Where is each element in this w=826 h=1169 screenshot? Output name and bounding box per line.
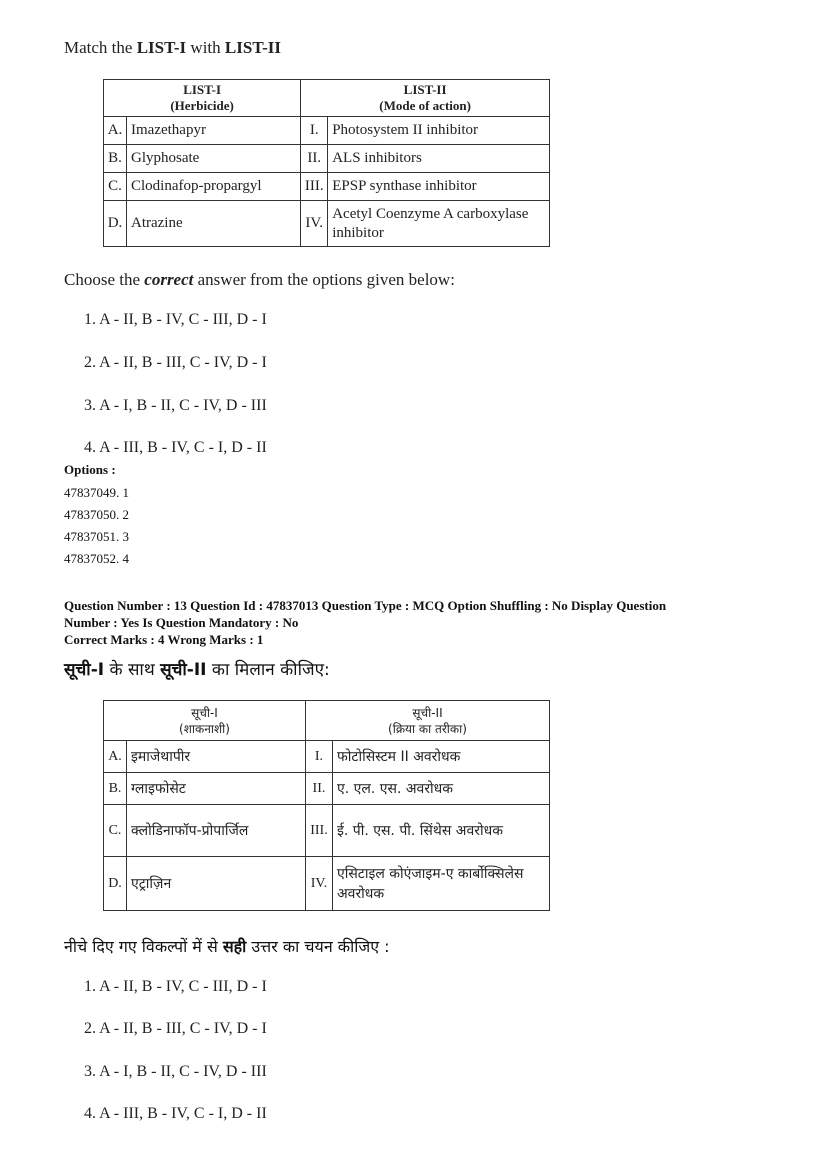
question-meta: Question Number : 13 Question Id : 47837013 Question Type : MCQ Option Shuffling : No Display Question Number : Yes Is Question Mandatory : No Correct Marks : 4 Wrong Marks : 1 (64, 598, 667, 647)
table-row: A. Imazethapyr I. Photosystem II inhibitor (104, 117, 550, 145)
col2-header: LIST-II (Mode of action) (301, 80, 550, 117)
q12-instruction: Choose the correct answer from the options given below: (64, 270, 455, 289)
q13-option-2: 2. A - II, B - III, C - IV, D - I (84, 1020, 267, 1037)
q12-match-table (103, 79, 550, 247)
table-row: B. Glyphosate II. ALS inhibitors (104, 145, 550, 173)
options-label: Options : (64, 462, 116, 477)
option-id: 47837050. 2 (64, 507, 129, 522)
q12-option-3: 3. A - I, B - II, C - IV, D - III (84, 397, 267, 414)
col2-header: सूची-II (क्रिया का तरीका) (305, 701, 549, 741)
heading-list1: LIST-I (136, 38, 187, 57)
table-row: D. एट्राज़िन IV. एसिटाइल कोएंजाइम-ए कार्बोक्सिलेस अवरोधक (104, 857, 550, 911)
col1-header: सूची-I (शाकनाशी) (104, 701, 306, 741)
q13-match-table (103, 700, 550, 911)
table-row: D. Atrazine IV. Acetyl Coenzyme A carboxylase inhibitor (104, 201, 550, 247)
table-row: C. क्लोडिनाफॉप-प्रोपार्जिल III. ई. पी. एस. पी. सिंथेस अवरोधक (104, 805, 550, 857)
q13-heading: सूची-I के साथ सूची-II का मिलान कीजिए: (64, 660, 330, 680)
q12-option-4: 4. A - III, B - IV, C - I, D - II (84, 439, 267, 456)
q13-instruction: नीचे दिए गए विकल्पों में से सही उत्तर का चयन कीजिए : (64, 937, 390, 956)
col1-header: LIST-I (Herbicide) (104, 80, 301, 117)
q12-heading: Match the LIST-I with LIST-II (64, 38, 281, 57)
q13-option-4: 4. A - III, B - IV, C - I, D - II (84, 1105, 267, 1122)
table-row: C. Clodinafop-propargyl III. EPSP synthase inhibitor (104, 173, 550, 201)
q12-option-2: 2. A - II, B - III, C - IV, D - I (84, 354, 267, 371)
q13-option-3: 3. A - I, B - II, C - IV, D - III (84, 1063, 267, 1080)
heading-list2: LIST-II (224, 38, 281, 57)
table-row: B. ग्लाइफोसेट II. ए. एल. एस. अवरोधक (104, 773, 550, 805)
q12-option-1: 1. A - II, B - IV, C - III, D - I (84, 311, 267, 328)
option-id: 47837049. 1 (64, 485, 129, 500)
table-row: A. इमाजेथापीर I. फोटोसिस्टम II अवरोधक (104, 741, 550, 773)
option-id: 47837052. 4 (64, 551, 129, 566)
q13-option-1: 1. A - II, B - IV, C - III, D - I (84, 978, 267, 995)
option-id: 47837051. 3 (64, 529, 129, 544)
